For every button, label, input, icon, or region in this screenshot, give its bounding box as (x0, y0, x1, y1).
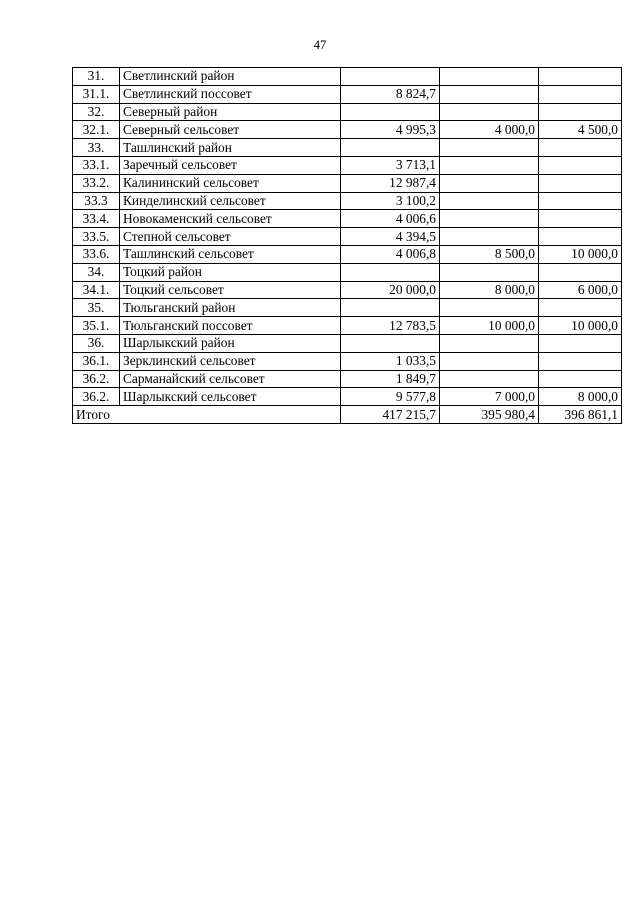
row-name: Северный район (120, 103, 341, 121)
table-row (73, 281, 622, 299)
row-value-3 (539, 103, 622, 121)
table-row (73, 210, 622, 228)
row-value-2 (440, 68, 539, 86)
row-value-2: 8 000,0 (440, 281, 539, 299)
row-value-1: 12 987,4 (341, 174, 440, 192)
row-value-3 (539, 192, 622, 210)
row-number: 36.1. (73, 352, 120, 370)
row-value-3: 4 500,0 (539, 121, 622, 139)
table-row (73, 103, 622, 121)
total-row (73, 406, 622, 424)
row-number: 36.2. (73, 388, 120, 406)
table-row (73, 228, 622, 246)
row-value-3 (539, 156, 622, 174)
row-value-2: 4 000,0 (440, 121, 539, 139)
row-name: Шарлыкский район (120, 334, 341, 352)
row-value-1: 8 824,7 (341, 85, 440, 103)
table-row (73, 263, 622, 281)
row-name: Ташлинский район (120, 139, 341, 157)
table-row (73, 68, 622, 86)
row-value-1: 9 577,8 (341, 388, 440, 406)
row-name: Сарманайский сельсовет (120, 370, 341, 388)
total-value-1: 417 215,7 (341, 406, 440, 424)
row-value-1 (341, 334, 440, 352)
table-body (73, 68, 622, 424)
row-name: Ташлинский сельсовет (120, 245, 341, 263)
row-value-2 (440, 228, 539, 246)
row-number: 31. (73, 68, 120, 86)
budget-table (72, 67, 622, 424)
row-name: Кинделинский сельсовет (120, 192, 341, 210)
row-value-1: 1 033,5 (341, 352, 440, 370)
row-value-3 (539, 139, 622, 157)
table-row (73, 85, 622, 103)
row-value-1 (341, 68, 440, 86)
row-value-1: 4 006,8 (341, 245, 440, 263)
row-name: Светлинский поссовет (120, 85, 341, 103)
table-row (73, 174, 622, 192)
page-number: 47 (313, 38, 327, 52)
row-value-3 (539, 174, 622, 192)
row-value-2 (440, 85, 539, 103)
row-number: 31.1. (73, 85, 120, 103)
row-name: Калининский сельсовет (120, 174, 341, 192)
row-value-3 (539, 334, 622, 352)
row-number: 33. (73, 139, 120, 157)
row-name: Северный сельсовет (120, 121, 341, 139)
table-row (73, 334, 622, 352)
row-value-2 (440, 299, 539, 317)
row-value-2 (440, 103, 539, 121)
table-row (73, 192, 622, 210)
row-value-2 (440, 370, 539, 388)
row-value-1 (341, 263, 440, 281)
row-value-2 (440, 192, 539, 210)
row-value-1 (341, 103, 440, 121)
row-name: Новокаменский сельсовет (120, 210, 341, 228)
row-value-1: 3 100,2 (341, 192, 440, 210)
table-row (73, 121, 622, 139)
row-name: Тюльганский поссовет (120, 317, 341, 335)
row-value-2 (440, 263, 539, 281)
row-value-1: 20 000,0 (341, 281, 440, 299)
row-value-3 (539, 299, 622, 317)
row-name: Степной сельсовет (120, 228, 341, 246)
row-value-3 (539, 370, 622, 388)
row-value-3 (539, 263, 622, 281)
row-value-2 (440, 139, 539, 157)
row-number: 36.2. (73, 370, 120, 388)
row-number: 33.3 (73, 192, 120, 210)
row-value-2 (440, 156, 539, 174)
row-number: 33.5. (73, 228, 120, 246)
row-name: Светлинский район (120, 68, 341, 86)
row-value-1 (341, 139, 440, 157)
row-value-3: 10 000,0 (539, 245, 622, 263)
row-number: 33.1. (73, 156, 120, 174)
table-row (73, 388, 622, 406)
row-number: 36. (73, 334, 120, 352)
row-number: 33.6. (73, 245, 120, 263)
row-number: 32. (73, 103, 120, 121)
row-number: 33.2. (73, 174, 120, 192)
total-value-3: 396 861,1 (539, 406, 622, 424)
row-value-2 (440, 352, 539, 370)
table-row (73, 352, 622, 370)
row-name: Тоцкий район (120, 263, 341, 281)
row-value-3 (539, 68, 622, 86)
row-value-1: 3 713,1 (341, 156, 440, 174)
row-name: Тюльганский район (120, 299, 341, 317)
row-value-1: 1 849,7 (341, 370, 440, 388)
row-value-2 (440, 334, 539, 352)
row-value-2 (440, 210, 539, 228)
row-value-1 (341, 299, 440, 317)
row-value-2: 8 500,0 (440, 245, 539, 263)
row-number: 34. (73, 263, 120, 281)
total-value-2: 395 980,4 (440, 406, 539, 424)
row-number: 35.1. (73, 317, 120, 335)
row-value-1: 4 394,5 (341, 228, 440, 246)
table-row (73, 370, 622, 388)
table-row (73, 139, 622, 157)
row-name: Зерклинский сельсовет (120, 352, 341, 370)
total-label: Итого (73, 406, 341, 424)
table-row (73, 245, 622, 263)
row-value-2: 10 000,0 (440, 317, 539, 335)
row-value-3 (539, 85, 622, 103)
table-row (73, 299, 622, 317)
row-value-3: 8 000,0 (539, 388, 622, 406)
row-value-1: 4 995,3 (341, 121, 440, 139)
table-row (73, 317, 622, 335)
row-value-3 (539, 228, 622, 246)
row-number: 34.1. (73, 281, 120, 299)
row-value-1: 4 006,6 (341, 210, 440, 228)
row-name: Шарлыкский сельсовет (120, 388, 341, 406)
row-value-3: 10 000,0 (539, 317, 622, 335)
row-value-2 (440, 174, 539, 192)
row-name: Тоцкий сельсовет (120, 281, 341, 299)
table-row (73, 156, 622, 174)
row-value-3 (539, 352, 622, 370)
row-number: 32.1. (73, 121, 120, 139)
row-value-3 (539, 210, 622, 228)
row-number: 35. (73, 299, 120, 317)
row-value-1: 12 783,5 (341, 317, 440, 335)
row-number: 33.4. (73, 210, 120, 228)
row-value-2: 7 000,0 (440, 388, 539, 406)
row-value-3: 6 000,0 (539, 281, 622, 299)
row-name: Заречный сельсовет (120, 156, 341, 174)
